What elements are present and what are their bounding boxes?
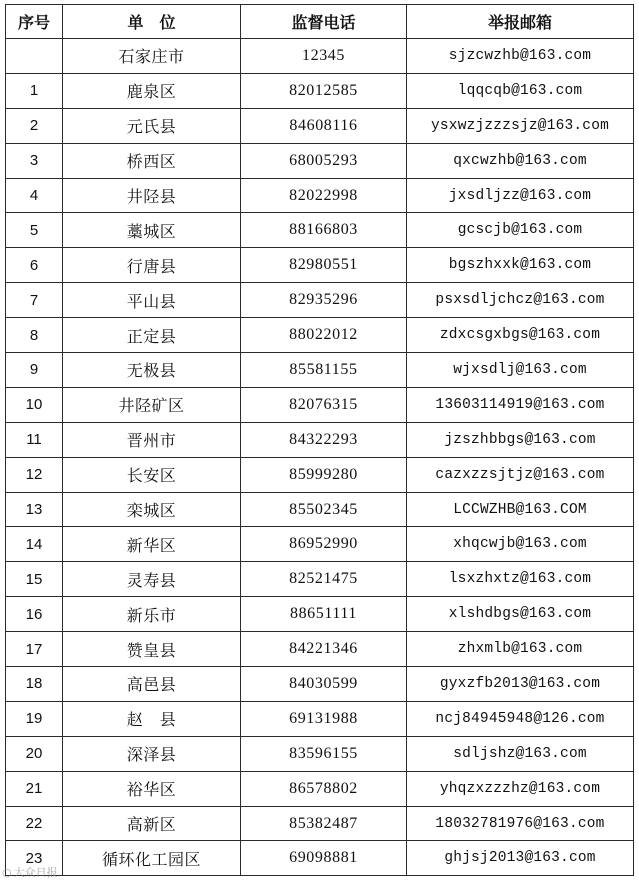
- row-unit: 桥西区: [63, 143, 241, 178]
- row-phone: 69131988: [241, 701, 407, 736]
- row-phone: 88651111: [241, 597, 407, 632]
- row-phone: 85382487: [241, 806, 407, 841]
- row-unit: 井陉矿区: [63, 387, 241, 422]
- row-phone: 82076315: [241, 387, 407, 422]
- row-unit: 赞皇县: [63, 632, 241, 667]
- row-phone: 82521475: [241, 562, 407, 597]
- table-row: [6, 841, 634, 876]
- row-index: 10: [6, 387, 63, 422]
- row-email: ghjsj2013@163.com: [407, 841, 634, 876]
- row-index: 16: [6, 597, 63, 632]
- table-row: [6, 283, 634, 318]
- row-email: sdljshz@163.com: [407, 736, 634, 771]
- row-unit: 长安区: [63, 457, 241, 492]
- row-unit: 高新区: [63, 806, 241, 841]
- row-unit: 藁城区: [63, 213, 241, 248]
- row-index: 22: [6, 806, 63, 841]
- row-email: 18032781976@163.com: [407, 806, 634, 841]
- row-index: 23: [6, 841, 63, 876]
- header-phone: 监督电话: [241, 5, 407, 39]
- row-email: 13603114919@163.com: [407, 387, 634, 422]
- row-index: 18: [6, 667, 63, 702]
- row-phone: 69098881: [241, 841, 407, 876]
- row-phone: 84322293: [241, 422, 407, 457]
- row-email: xlshdbgs@163.com: [407, 597, 634, 632]
- row-unit: 高邑县: [63, 667, 241, 702]
- contact-sheet: [5, 4, 633, 876]
- row-phone: 82980551: [241, 248, 407, 283]
- table-row: [6, 178, 634, 213]
- row-phone: 88166803: [241, 213, 407, 248]
- table-row: [6, 39, 634, 74]
- row-unit: 循环化工园区: [63, 841, 241, 876]
- table-row: [6, 73, 634, 108]
- row-unit: 行唐县: [63, 248, 241, 283]
- table-row: [6, 492, 634, 527]
- table-row: [6, 736, 634, 771]
- row-index: 8: [6, 318, 63, 353]
- row-index: 12: [6, 457, 63, 492]
- table-row: [6, 248, 634, 283]
- row-index: 7: [6, 283, 63, 318]
- row-phone: 82935296: [241, 283, 407, 318]
- table-row: [6, 771, 634, 806]
- table-row: [6, 457, 634, 492]
- table-row: [6, 318, 634, 353]
- row-email: lqqcqb@163.com: [407, 73, 634, 108]
- table-row: [6, 667, 634, 702]
- row-phone: 83596155: [241, 736, 407, 771]
- watermark-text: 大众日报: [13, 866, 58, 879]
- row-phone: 86952990: [241, 527, 407, 562]
- table-row: [6, 422, 634, 457]
- table-row: [6, 562, 634, 597]
- row-email: yhqzxzzzhz@163.com: [407, 771, 634, 806]
- header-unit: 单 位: [63, 5, 241, 39]
- table-body: [6, 39, 634, 876]
- row-unit: 栾城区: [63, 492, 241, 527]
- row-email: jxsdljzz@163.com: [407, 178, 634, 213]
- row-index: [6, 39, 63, 74]
- table-row: [6, 387, 634, 422]
- row-unit: 新华区: [63, 527, 241, 562]
- row-email: jzszhbbgs@163.com: [407, 422, 634, 457]
- row-unit: 深泽县: [63, 736, 241, 771]
- supervision-contacts-table: [5, 4, 634, 876]
- source-watermark: [2, 864, 58, 880]
- row-phone: 82012585: [241, 73, 407, 108]
- row-email: lsxzhxtz@163.com: [407, 562, 634, 597]
- row-unit: 灵寿县: [63, 562, 241, 597]
- row-phone: 82022998: [241, 178, 407, 213]
- table-row: [6, 597, 634, 632]
- row-index: 19: [6, 701, 63, 736]
- row-phone: 84221346: [241, 632, 407, 667]
- row-index: 13: [6, 492, 63, 527]
- row-index: 11: [6, 422, 63, 457]
- row-phone: 85999280: [241, 457, 407, 492]
- row-unit: 裕华区: [63, 771, 241, 806]
- row-index: 20: [6, 736, 63, 771]
- row-email: LCCWZHB@163.COM: [407, 492, 634, 527]
- row-email: gyxzfb2013@163.com: [407, 667, 634, 702]
- weibo-icon: ○: [2, 865, 12, 879]
- row-email: ncj84945948@126.com: [407, 701, 634, 736]
- row-phone: 85502345: [241, 492, 407, 527]
- row-email: zdxcsgxbgs@163.com: [407, 318, 634, 353]
- row-email: bgszhxxk@163.com: [407, 248, 634, 283]
- row-index: 14: [6, 527, 63, 562]
- row-email: psxsdljchcz@163.com: [407, 283, 634, 318]
- table-row: [6, 632, 634, 667]
- header-row: [6, 5, 634, 39]
- row-phone: 86578802: [241, 771, 407, 806]
- row-unit: 无极县: [63, 353, 241, 388]
- table-row: [6, 701, 634, 736]
- header-index: 序号: [6, 5, 63, 39]
- row-unit: 鹿泉区: [63, 73, 241, 108]
- row-index: 21: [6, 771, 63, 806]
- row-unit: 元氏县: [63, 108, 241, 143]
- row-index: 1: [6, 73, 63, 108]
- row-email: gcscjb@163.com: [407, 213, 634, 248]
- row-index: 15: [6, 562, 63, 597]
- row-unit: 井陉县: [63, 178, 241, 213]
- row-email: xhqcwjb@163.com: [407, 527, 634, 562]
- row-email: wjxsdlj@163.com: [407, 353, 634, 388]
- row-phone: 12345: [241, 39, 407, 74]
- row-unit: 平山县: [63, 283, 241, 318]
- row-index: 17: [6, 632, 63, 667]
- row-phone: 84608116: [241, 108, 407, 143]
- row-email: zhxmlb@163.com: [407, 632, 634, 667]
- row-email: qxcwzhb@163.com: [407, 143, 634, 178]
- row-index: 3: [6, 143, 63, 178]
- table-row: [6, 213, 634, 248]
- row-index: 9: [6, 353, 63, 388]
- row-phone: 85581155: [241, 353, 407, 388]
- header-email: 举报邮箱: [407, 5, 634, 39]
- table-row: [6, 353, 634, 388]
- row-email: sjzcwzhb@163.com: [407, 39, 634, 74]
- row-unit: 正定县: [63, 318, 241, 353]
- row-phone: 88022012: [241, 318, 407, 353]
- row-index: 4: [6, 178, 63, 213]
- row-unit: 晋州市: [63, 422, 241, 457]
- row-unit: 赵 县: [63, 701, 241, 736]
- row-phone: 68005293: [241, 143, 407, 178]
- row-email: ysxwzjzzzsjz@163.com: [407, 108, 634, 143]
- row-phone: 84030599: [241, 667, 407, 702]
- row-index: 2: [6, 108, 63, 143]
- table-row: [6, 108, 634, 143]
- row-unit: 石家庄市: [63, 39, 241, 74]
- row-unit: 新乐市: [63, 597, 241, 632]
- table-header: [6, 5, 634, 39]
- row-email: cazxzzsjtjz@163.com: [407, 457, 634, 492]
- row-index: 6: [6, 248, 63, 283]
- table-row: [6, 143, 634, 178]
- table-row: [6, 527, 634, 562]
- row-index: 5: [6, 213, 63, 248]
- table-row: [6, 806, 634, 841]
